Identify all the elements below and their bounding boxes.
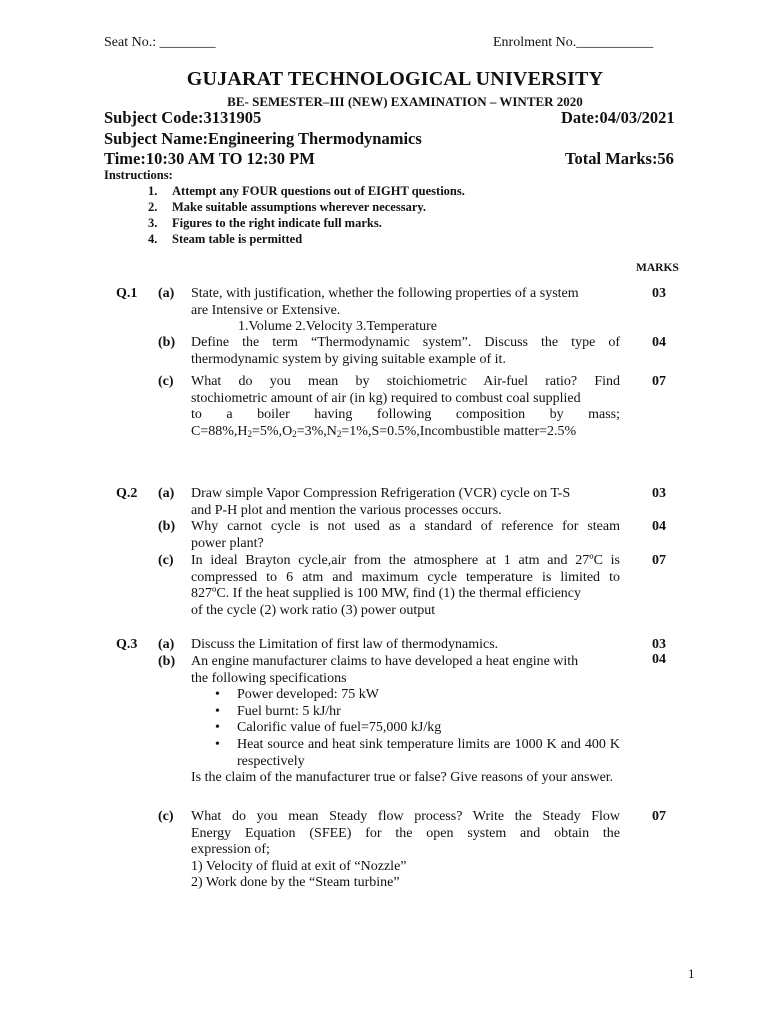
subquestion-label: (a) bbox=[158, 637, 175, 652]
exam-title: BE- SEMESTER–III (NEW) EXAMINATION – WINTER 2020 bbox=[227, 94, 583, 109]
subquestion-label: (c) bbox=[158, 374, 174, 389]
instruction-item: 1. Attempt any FOUR questions out of EIGHT questions. bbox=[148, 184, 465, 198]
question-text: What do you mean Steady flow process? Write the Steady Flow Energy Equation (SFEE) for the open system and obtain the expression of; 1) Velocity of fluid at exit of “Nozzle” 2) Work done by the “Steam turbine” bbox=[191, 809, 620, 891]
question-text: Define the term “Thermodynamic system”. Discuss the type of thermodynamic system by giving suitable example of it. bbox=[191, 335, 620, 367]
subject-code: Subject Code:3131905 bbox=[104, 108, 262, 127]
page-number: 1 bbox=[688, 966, 695, 981]
marks-column-heading: MARKS bbox=[636, 262, 679, 274]
question-marks: 03 bbox=[652, 486, 666, 501]
subquestion-label: (c) bbox=[158, 809, 174, 824]
exam-time: Time:10:30 AM TO 12:30 PM bbox=[104, 149, 315, 168]
subquestion-label: (b) bbox=[158, 335, 176, 350]
instructions-heading: Instructions: bbox=[104, 168, 173, 182]
subquestion-label: (c) bbox=[158, 553, 174, 568]
list-item: • Fuel burnt: 5 kJ/hr bbox=[191, 704, 620, 721]
subquestion-label: (b) bbox=[158, 519, 176, 534]
list-item: • Calorific value of fuel=75,000 kJ/kg bbox=[191, 720, 620, 737]
subject-name: Subject Name:Engineering Thermodynamics bbox=[104, 129, 422, 148]
question-text: Draw simple Vapor Compression Refrigeration (VCR) cycle on T-S and P-H plot and mention the various processes occurs. bbox=[191, 486, 571, 518]
subquestion-label: (a) bbox=[158, 486, 175, 501]
question-text: State, with justification, whether the following properties of a system are Intensive or Extensive. 1.Volume 2.Velocity 3.Temperature bbox=[191, 286, 579, 335]
enrolment-no-label: Enrolment No.___________ bbox=[493, 35, 654, 50]
question-number: Q.1 bbox=[116, 286, 138, 301]
subquestion-label: (a) bbox=[158, 286, 175, 301]
question-marks: 07 bbox=[652, 374, 666, 389]
question-text: An engine manufacturer claims to have developed a heat engine with the following specifications • Power developed: 75 kW • Fuel burnt: 5 kJ/hr • Calorific value of fuel=75,000 kJ/kg • Heat source and heat sink temperature limits are 1000 K and 400 K respectively Is the claim of the manufacturer true or false? Give reasons of your answer. bbox=[191, 654, 620, 787]
instruction-item: 4. Steam table is permitted bbox=[148, 232, 303, 246]
composition-line: $C=88\%,H_2=5\%,O_2=3\%,N_2=1\%,S=0.5\%,Incombustible$ matter=2.5% bbox=[191, 423, 577, 439]
question-number: Q.3 bbox=[116, 637, 138, 652]
list-item: • Power developed: 75 kW bbox=[191, 687, 620, 704]
question-marks: 04 bbox=[652, 652, 666, 667]
question-text: Why carnot cycle is not used as a standard of reference for steam power plant? bbox=[191, 519, 620, 551]
seat-no-label: Seat No.: ________ bbox=[104, 35, 216, 50]
university-name: GUJARAT TECHNOLOGICAL UNIVERSITY bbox=[186, 68, 604, 90]
list-item: • Heat source and heat sink temperature limits are 1000 K and 400 K respectively bbox=[191, 737, 620, 770]
total-marks: Total Marks:56 bbox=[565, 149, 674, 168]
question-marks: 07 bbox=[652, 809, 666, 824]
question-number: Q.2 bbox=[116, 486, 138, 501]
question-text: Discuss the Limitation of first law of thermodynamics. bbox=[191, 637, 499, 652]
exam-date: Date:04/03/2021 bbox=[561, 108, 675, 127]
question-marks: 07 bbox=[652, 553, 666, 568]
question-marks: 04 bbox=[652, 335, 666, 350]
subquestion-label: (b) bbox=[158, 654, 176, 669]
specification-list bbox=[191, 687, 620, 770]
question-marks: 04 bbox=[652, 519, 666, 534]
question-marks: 03 bbox=[652, 637, 666, 652]
question-text: What do you mean by stoichiometric Air-fuel ratio? Find stochiometric amount of air (in kg) required to combust coal supplied to a boiler having following composition by mass; $C=88\%,H_2=5\%,O_2=3\%,N_2=1\%,S=0.5\%,Incombustible$ matter=2.5% bbox=[191, 374, 620, 439]
question-marks: 03 bbox=[652, 286, 666, 301]
question-text: In ideal Brayton cycle,air from the atmosphere at 1 atm and 27ºC is compressed to 6 atm and maximum cycle temperature is limited to 827ºC. If the heat supplied is 100 MW, find (1) the thermal efficiency of the cycle (2) work ratio (3) power output bbox=[191, 553, 620, 618]
instruction-item: 3. Figures to the right indicate full marks. bbox=[148, 216, 382, 230]
instruction-item: 2. Make suitable assumptions wherever necessary. bbox=[148, 200, 427, 214]
